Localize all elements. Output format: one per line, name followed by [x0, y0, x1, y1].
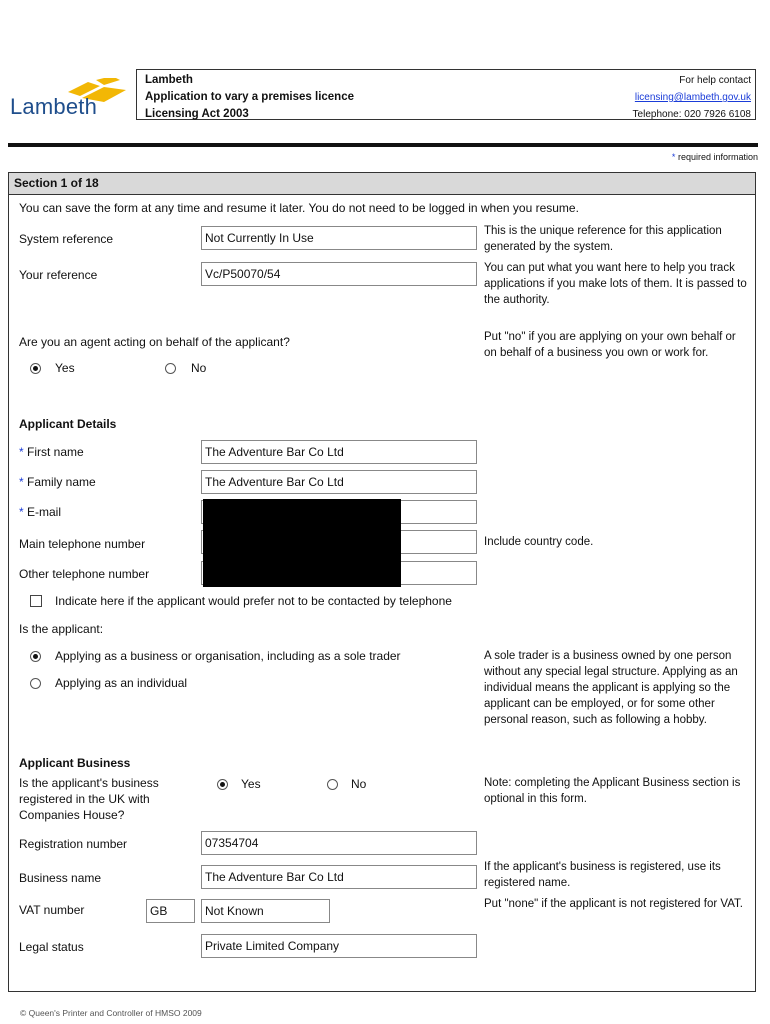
section-header	[9, 173, 755, 195]
header-divider	[8, 143, 758, 147]
family-name-field[interactable]: The Adventure Bar Co Ltd	[201, 470, 477, 494]
vat-number-label: VAT number	[19, 903, 85, 917]
legal-status-label: Legal status	[19, 940, 84, 954]
family-name-label-text: Family name	[27, 475, 96, 489]
applicant-type-help: A sole trader is a business owned by one person without any special legal structure. Applying as an individual means the applicant is applying so the applicant can be employed, or for some other personal reason, such as following a hobby.	[484, 650, 738, 726]
your-reference-label: Your reference	[19, 268, 98, 282]
redaction-block	[203, 499, 401, 587]
lambeth-logo	[8, 78, 130, 124]
main-phone-label: Main telephone number	[19, 537, 146, 551]
registered-yes-label: Yes	[241, 777, 261, 791]
applicant-type-label: Is the applicant:	[19, 622, 104, 636]
system-reference-label: System reference	[19, 232, 114, 246]
registered-no-radio[interactable]	[327, 779, 338, 790]
system-reference-field[interactable]: Not Currently In Use	[201, 226, 477, 250]
required-star: *	[19, 505, 24, 519]
legal-status-field[interactable]: Private Limited Company	[201, 934, 477, 958]
agent-yes-radio[interactable]	[30, 363, 41, 374]
applicant-details-heading: Applicant Details	[19, 417, 117, 431]
business-name-field[interactable]: The Adventure Bar Co Ltd	[201, 865, 477, 889]
agent-help: Put "no" if you are applying on your own behalf or on behalf of a business you own or work for.	[484, 331, 736, 359]
help-contact	[633, 72, 751, 123]
header-titles	[145, 72, 354, 123]
vat-help: Put "none" if the applicant is not registered for VAT.	[484, 898, 743, 910]
required-star: *	[671, 152, 676, 162]
no-phone-label: Indicate here if the applicant would prefer not to be contacted by telephone	[55, 594, 452, 608]
agent-no-label: No	[191, 361, 207, 375]
agent-yes-label: Yes	[55, 361, 75, 375]
footer-copyright: © Queen's Printer and Controller of HMSO 2009	[20, 1008, 202, 1018]
registered-no-label: No	[351, 777, 367, 791]
family-name-label	[19, 475, 96, 489]
section-title: Section 1 of 18	[14, 176, 99, 190]
individual-radio[interactable]	[30, 678, 41, 689]
registration-number-label: Registration number	[19, 837, 128, 851]
help-email-link[interactable]: licensing@lambeth.gov.uk	[634, 92, 751, 103]
form-header	[136, 69, 756, 120]
your-reference-field[interactable]: Vc/P50070/54	[201, 262, 477, 286]
business-option-label: Applying as a business or organisation, including as a sole trader	[55, 649, 401, 663]
registered-help: Note: completing the Applicant Business section is optional in this form.	[484, 777, 741, 805]
first-name-label	[19, 445, 84, 459]
registered-yes-radio[interactable]	[217, 779, 228, 790]
system-reference-help: This is the unique reference for this application generated by the system.	[484, 225, 722, 253]
first-name-label-text: First name	[27, 445, 84, 459]
individual-option-label: Applying as an individual	[55, 676, 188, 690]
required-star: *	[19, 475, 24, 489]
required-note	[672, 152, 758, 162]
save-note: You can save the form at any time and resume it later. You do not need to be logged in when you resume.	[19, 201, 579, 215]
registered-question-label: Is the applicant's business registered in the UK with Companies House?	[19, 776, 159, 822]
business-name-help: If the applicant's business is registered, use its registered name.	[484, 861, 721, 889]
vat-prefix-field[interactable]: GB	[146, 899, 195, 923]
email-label	[19, 505, 61, 519]
agent-no-radio[interactable]	[165, 363, 176, 374]
main-phone-help: Include country code.	[484, 536, 594, 548]
business-radio[interactable]	[30, 651, 41, 662]
registration-number-field[interactable]: 07354704	[201, 831, 477, 855]
first-name-field[interactable]: The Adventure Bar Co Ltd	[201, 440, 477, 464]
your-reference-help: You can put what you want here to help you track applications if you make lots of them. It is passed to the authority.	[484, 262, 747, 306]
org-name: Lambeth	[145, 74, 193, 86]
required-text: required information	[677, 152, 758, 162]
email-label-text: E-mail	[27, 505, 62, 519]
applicant-business-heading: Applicant Business	[19, 756, 131, 770]
required-star: *	[19, 445, 24, 459]
business-name-label: Business name	[19, 871, 102, 885]
act-name: Licensing Act 2003	[145, 108, 249, 120]
no-phone-checkbox[interactable]	[30, 595, 42, 607]
logo-text: Lambeth	[10, 94, 98, 119]
vat-number-field[interactable]: Not Known	[201, 899, 330, 923]
help-telephone: Telephone: 020 7926 6108	[632, 109, 751, 120]
help-label: For help contact	[679, 75, 751, 86]
other-phone-label: Other telephone number	[19, 567, 150, 581]
form-title: Application to vary a premises licence	[145, 91, 354, 103]
agent-question-label: Are you an agent acting on behalf of the applicant?	[19, 335, 290, 349]
